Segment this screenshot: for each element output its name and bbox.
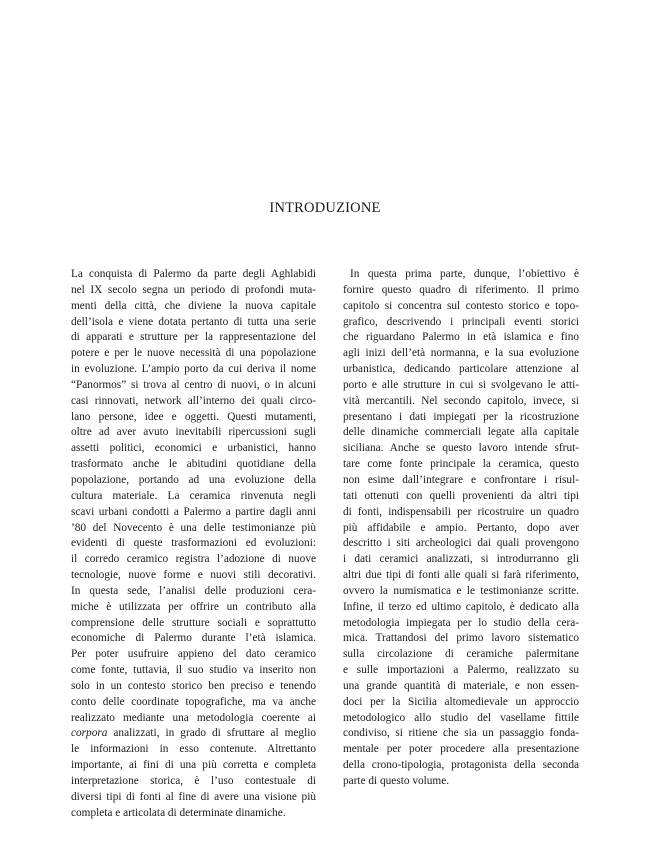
text-line: ’80 del Novecento è una delle testimonianze più	[71, 521, 316, 534]
text-line: siciliana. Anche se questo lavoro intende sfrut-	[343, 442, 579, 455]
text-line: mentale per poter procedere alla presentazione	[343, 743, 579, 756]
right-column	[343, 267, 579, 790]
text-line: nel IX secolo segna un periodo di profondi muta-	[71, 283, 316, 296]
text-line: completa e articolata di determinate dinamiche.	[71, 806, 286, 819]
text-line: miche è utilizzata per offrire un contributo alla	[71, 600, 316, 613]
text-line: porto e alle strutture in cui si svolgevano le atti-	[343, 378, 579, 391]
text-line: più affidabile e ampio. Pertanto, dopo aver	[343, 521, 579, 534]
text-line: In questa prima parte, dunque, l’obiettivo è	[350, 268, 579, 280]
text-line: Per poter usufruire appieno del dato ceramico	[71, 648, 316, 661]
text-line: in evoluzione. L’ampio porto da cui deriva il nome	[71, 363, 316, 376]
text-line-with-italic	[71, 726, 316, 742]
text-line: La conquista di Palermo da parte degli Aghlabidi	[71, 268, 316, 280]
text-line: interpretazione storica, è l’uso contestuale di	[71, 775, 316, 787]
text-line: casi rinnovati, network all’interno dei quali circo-	[71, 394, 316, 407]
text-line: economiche di Palermo durante l’età islamica.	[71, 632, 316, 645]
text-line: Infine, il terzo ed ultimo capitolo, è dedicato alla	[343, 600, 579, 613]
text-line: assetti politici, economici e urbanistici, hanno	[71, 442, 316, 455]
text-line: descritto i siti archeologici dai quali provengono	[343, 537, 579, 550]
text-line: le informazioni in esso contenute. Altrettanto	[71, 743, 316, 756]
text-line: menti della città, che diviene la nuova capitale	[71, 299, 316, 312]
text-line: di apparati e strutture per la rappresentazione del	[71, 331, 316, 344]
text-line: vità mercantili. Nel secondo capitolo, invece, si	[343, 394, 579, 407]
text-line: potere e per le nuove necessità di una popolazione	[71, 347, 316, 360]
text-line: sulla circolazione di ceramiche palermitane	[343, 648, 579, 661]
text-line: grafico, descrivendo i principali eventi storici	[343, 315, 579, 328]
italic-word: corpora	[71, 727, 108, 740]
text-line: scavi urbani condotti a Palermo a partire dagli anni	[71, 505, 316, 518]
text-line: non esime dall’integrare e confrontare i risul-	[343, 473, 579, 486]
left-column	[71, 267, 316, 822]
text-line: comprensione delle strutture sociali e soprattutto	[71, 616, 316, 629]
text-line: cultura materiale. La ceramica rinvenuta negli	[71, 489, 316, 502]
left-paragraph	[71, 267, 316, 822]
text-line: condiviso, si ritiene che sia un passaggio fonda-	[343, 727, 579, 740]
text-line: metodologico allo studio del vasellame fittile	[343, 711, 579, 724]
text-line: e sulle importazioni a Palermo, realizzato su	[343, 664, 579, 677]
text-line: i dati ceramici analizzati, si introdurranno gli	[343, 553, 579, 566]
text-line: parte di questo volume.	[343, 775, 450, 787]
text-line: agli inizi dell’età normanna, e la sua evoluzione	[343, 347, 579, 360]
text-line: dell’isola e viene dotata pertanto di tutta una serie	[71, 315, 316, 328]
text-line: trasformato anche le abitudini quotidiane della	[71, 458, 316, 471]
text-line: presentano i dati impiegati per la ricostruzione	[343, 410, 579, 423]
text-line: oltre ad aver avuto inevitabili ripercussioni sugli	[71, 426, 316, 439]
text-line: “Panormos” si trova al centro di nuovi, o in alcuni	[71, 378, 316, 391]
text-line: popolazione, portando ad una evoluzione della	[71, 473, 316, 486]
text-line: diversi tipi di fonti al fine di avere una visione più	[71, 790, 316, 803]
right-paragraph	[343, 267, 579, 790]
text-line: metodologia impiegata per lo studio della cera-	[343, 616, 579, 629]
text-line: che riguardano Palermo in età islamica e fino	[343, 331, 579, 344]
text-line: conto delle coordinate topografiche, ma va anche	[71, 695, 316, 708]
text-line: mica. Trattandosi del primo lavoro sistematico	[343, 632, 579, 645]
page-title: INTRODUZIONE	[269, 200, 381, 216]
text-line: tecnologie, nuove forme e nuovi stili decorativi.	[71, 569, 316, 582]
text-line: della crono-tipologia, protagonista della seconda	[343, 759, 579, 772]
text-line: evidenti di queste trasformazioni ed evoluzioni:	[71, 537, 316, 550]
text-line-remainder: analizzati, in grado di sfruttare al meglio	[113, 727, 316, 740]
text-line: doci per la Sicilia altomedievale un approccio	[343, 695, 579, 708]
text-line: come fonte, tuttavia, il suo studio va inserito non	[71, 664, 316, 677]
text-line: tati ottenuti con quelli provenienti da altri tipi	[343, 489, 579, 502]
text-line: di fonti, indispensabili per ricostruire un quadro	[343, 505, 579, 518]
text-line: lano persone, idee e oggetti. Questi mutamenti,	[71, 410, 316, 423]
text-line: il corredo ceramico registra l’adozione di nuove	[71, 553, 316, 566]
text-line: ovvero la numismatica e le testimonianze scritte.	[343, 584, 579, 597]
text-line: fornire questo quadro di riferimento. Il primo	[343, 283, 579, 296]
text-line: delle dinamiche commerciali legate alla capitale	[343, 426, 579, 439]
text-line: tare come fonte principale la ceramica, questo	[343, 458, 579, 471]
text-line: In questa sede, l’analisi delle produzioni cera-	[71, 584, 316, 597]
text-line: solo in un contesto storico ben preciso e tenendo	[71, 679, 316, 692]
text-line: importante, ai fini di una più corretta e completa	[71, 759, 316, 772]
text-line: altri due tipi di fonti alle quali si farà riferimento,	[343, 569, 579, 582]
text-line: urbanistica, dedicando particolare attenzione al	[343, 363, 579, 376]
text-line: realizzato mediante una metodologia coerente ai	[71, 711, 316, 724]
text-line: capitolo si concentra sul contesto storico e topo-	[343, 299, 579, 312]
text-line: una grande quantità di materiale, e non essen-	[343, 679, 579, 692]
